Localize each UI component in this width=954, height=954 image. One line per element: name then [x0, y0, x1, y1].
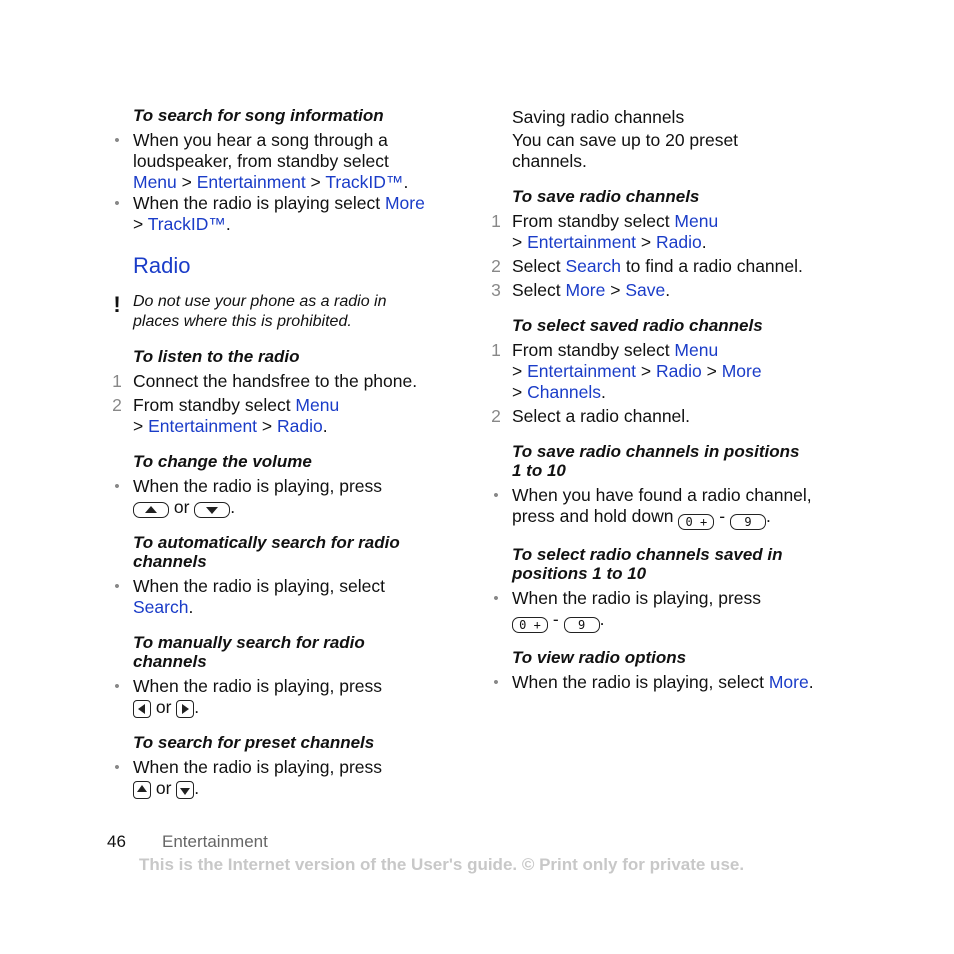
heading-change-volume: To change the volume [133, 452, 312, 471]
heading-save-positions: To save radio channels in positions 1 to 10 [512, 442, 800, 480]
section-manual-search [110, 633, 470, 718]
list-item: • When the radio is playing, press or . [110, 676, 470, 718]
list-item: • When the radio is playing, select More. [489, 672, 849, 693]
volume-up-key-icon [133, 502, 169, 518]
link-more[interactable]: More [384, 193, 425, 213]
link-menu[interactable]: Menu [295, 395, 340, 415]
link-menu[interactable]: Menu [674, 211, 719, 231]
right-column [489, 106, 849, 693]
step-number: 1 [112, 371, 122, 391]
link-radio[interactable]: Radio [656, 361, 702, 381]
link-search[interactable]: Search [133, 597, 189, 617]
warning-note: ! Do not use your phone as a radio in places where this is prohibited. [110, 292, 470, 332]
section-change-volume [110, 452, 470, 518]
bullet-icon: • [493, 590, 499, 607]
key-zero-icon: 0 + [678, 514, 714, 530]
link-channels[interactable]: Channels [527, 382, 602, 402]
list-item: • When the radio is playing, press or . [110, 476, 470, 518]
heading-save-channels: To save radio channels [512, 187, 700, 206]
section-select-positions [489, 545, 849, 633]
nav-left-key-icon [133, 700, 151, 718]
bullet-icon: • [114, 759, 120, 776]
step-number: 1 [491, 340, 501, 360]
exclamation-icon: ! [113, 292, 121, 317]
heading-manual-search: To manually search for radio channels [133, 633, 365, 671]
link-radio[interactable]: Radio [277, 416, 323, 436]
list-item: • When the radio is playing, press or . [110, 757, 470, 799]
section-save-channels [489, 187, 849, 301]
link-entertainment[interactable]: Entertainment [196, 172, 306, 192]
heading-select-saved: To select saved radio channels [512, 316, 763, 335]
page-number: 46 [107, 832, 126, 851]
section-radio-options [489, 648, 849, 693]
bullet-icon: • [114, 195, 120, 212]
section-listen-radio [110, 347, 470, 437]
link-entertainment[interactable]: Entertainment [527, 361, 637, 381]
intro-text: You can save up to 20 preset channels. [512, 130, 739, 171]
heading-saving-channels: Saving radio channels [512, 107, 685, 127]
step-number: 1 [491, 211, 501, 231]
link-menu[interactable]: Menu [133, 172, 177, 192]
list-item: 1 Connect the handsfree to the phone. [110, 371, 470, 392]
nav-down-key-icon [176, 781, 194, 799]
link-more[interactable]: More [721, 361, 762, 381]
footer-section-name: Entertainment [162, 832, 268, 851]
bullet-icon: • [493, 487, 499, 504]
left-column [110, 106, 470, 799]
link-entertainment[interactable]: Entertainment [148, 416, 258, 436]
list-item: 1 From standby select Menu > Entertainment > Radio. [489, 211, 849, 253]
heading-radio-options: To view radio options [512, 648, 687, 667]
step-number: 2 [491, 406, 501, 426]
bullet-icon: • [493, 674, 499, 691]
step-number: 2 [491, 256, 501, 276]
list-item: • When you have found a radio channel, press and hold down 0 + - 9 . [489, 485, 849, 530]
bullet-icon: • [114, 578, 120, 595]
list-item: • When you hear a song through a loudspeaker, from standby select Menu > Entertainment > TrackID™. [110, 130, 470, 193]
heading-select-positions: To select radio channels saved in positions 1 to 10 [512, 545, 783, 583]
list-item: • When the radio is playing, select Search. [110, 576, 470, 618]
list-item: 2 Select Search to find a radio channel. [489, 256, 849, 277]
list-item: • When the radio is playing, press 0 + - 9 . [489, 588, 849, 633]
volume-down-key-icon [194, 502, 230, 518]
link-trackid[interactable]: TrackID™ [147, 214, 226, 234]
list-item: 1 From standby select Menu > Entertainment > Radio > More > Channels. [489, 340, 849, 403]
key-nine-icon: 9 [730, 514, 766, 530]
link-more[interactable]: More [565, 280, 606, 300]
bullet-icon: • [114, 678, 120, 695]
nav-up-key-icon [133, 781, 151, 799]
bullet-icon: • [114, 478, 120, 495]
list-item: • When the radio is playing select More > TrackID™. [110, 193, 470, 235]
heading-auto-search: To automatically search for radio channels [133, 533, 400, 571]
list-item: 3 Select More > Save. [489, 280, 849, 301]
heading-preset-search: To search for preset channels [133, 733, 375, 752]
list-item: 2 From standby select Menu > Entertainment > Radio. [110, 395, 470, 437]
section-saving-channels [489, 106, 849, 172]
section-title-radio: Radio [133, 253, 191, 278]
section-save-positions [489, 442, 849, 530]
link-search[interactable]: Search [565, 256, 621, 276]
link-radio[interactable]: Radio [656, 232, 702, 252]
link-menu[interactable]: Menu [674, 340, 719, 360]
step-number: 2 [112, 395, 122, 415]
heading-listen-radio: To listen to the radio [133, 347, 300, 366]
section-preset-search [110, 733, 470, 799]
nav-right-key-icon [176, 700, 194, 718]
link-entertainment[interactable]: Entertainment [527, 232, 637, 252]
step-number: 3 [491, 280, 501, 300]
footer-notice: This is the Internet version of the User's guide. © Print only for private use. [139, 855, 745, 874]
link-save[interactable]: Save [625, 280, 666, 300]
key-nine-icon: 9 [564, 617, 600, 633]
section-auto-search [110, 533, 470, 618]
heading-search-song-info: To search for song information [133, 106, 384, 125]
key-zero-icon: 0 + [512, 617, 548, 633]
link-trackid[interactable]: TrackID™ [325, 172, 404, 192]
section-search-song-info [110, 106, 470, 235]
link-more[interactable]: More [768, 672, 809, 692]
section-select-saved [489, 316, 849, 427]
bullet-icon: • [114, 132, 120, 149]
list-item: 2 Select a radio channel. [489, 406, 849, 427]
